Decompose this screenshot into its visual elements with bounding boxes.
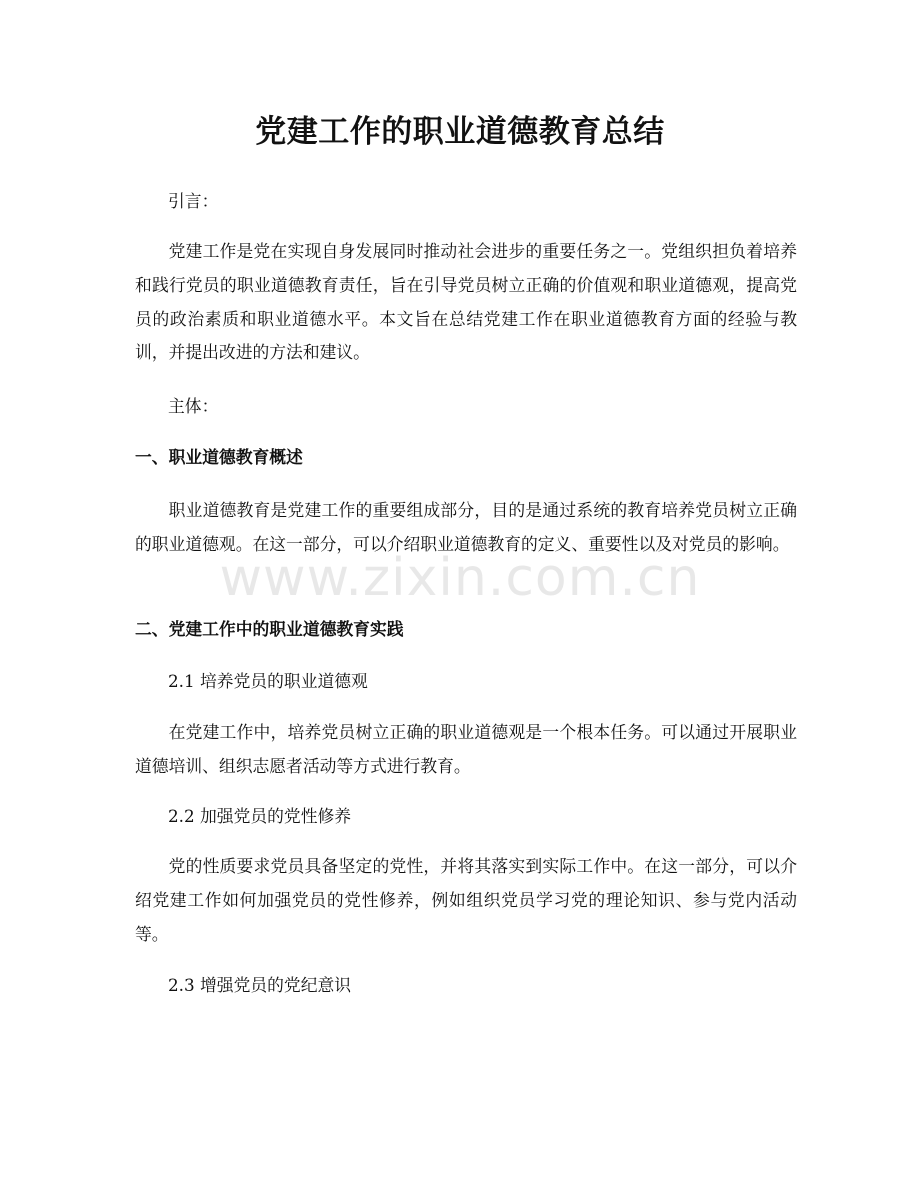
section-heading-1: 一、职业道德教育概述: [135, 447, 303, 467]
subsection-heading-2-3: 2.3 增强党员的党纪意识: [168, 975, 352, 995]
subsection-paragraph-2-2: 党的性质要求党员具备坚定的党性，并将其落实到实际工作中。在这一部分，可以介绍党建工作如何加强党员的党性修养，例如组织党员学习党的理论知识、参与党内活动等。: [135, 856, 797, 944]
subsection-heading-2-2: 2.2 加强党员的党性修养: [168, 806, 352, 826]
intro-label: 引言：: [168, 191, 219, 211]
watermark-text: www.zixin.com.cn: [219, 548, 701, 608]
subsection-heading-2-1: 2.1 培养党员的职业道德观: [168, 671, 368, 691]
intro-paragraph: 党建工作是党在实现自身发展同时推动社会进步的重要任务之一。党组织担负着培养和践行党员的职业道德教育责任，旨在引导党员树立正确的价值观和职业道德观，提高党员的政治素质和职业道德水平。本文旨在总结党建工作在职业道德教育方面的经验与教训，并提出改进的方法和建议。: [135, 241, 797, 363]
section-paragraph-1: 职业道德教育是党建工作的重要组成部分，目的是通过系统的教育培养党员树立正确的职业道德观。在这一部分，可以介绍职业道德教育的定义、重要性以及对党员的影响。: [135, 500, 797, 554]
body-label: 主体：: [168, 396, 219, 416]
section-heading-2: 二、党建工作中的职业道德教育实践: [135, 619, 404, 639]
document-title: 党建工作的职业道德教育总结: [255, 114, 665, 150]
subsection-paragraph-2-1: 在党建工作中，培养党员树立正确的职业道德观是一个根本任务。可以通过开展职业道德培训、组织志愿者活动等方式进行教育。: [135, 722, 797, 776]
